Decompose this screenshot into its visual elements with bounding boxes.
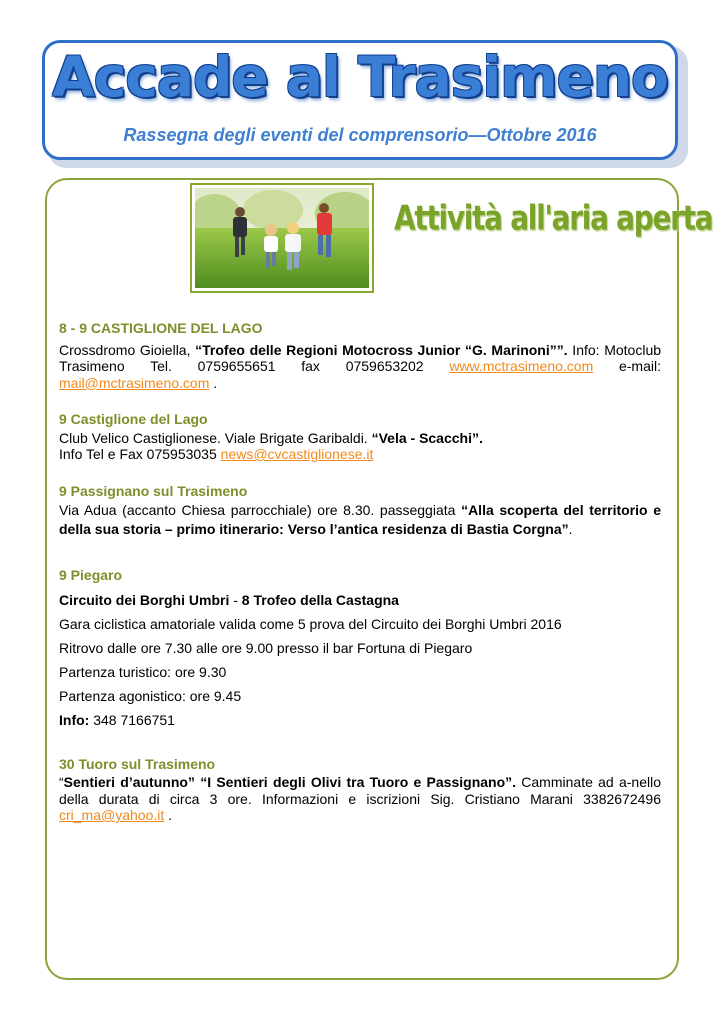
section-title: Attività all'aria aperta [394, 198, 713, 239]
page-subtitle: Rassegna degli eventi del comprensorio—Ottobre 2016 [123, 125, 597, 145]
website-link[interactable]: www.mctrasimeno.com [449, 358, 594, 374]
event-description: Crossdromo Gioiella, “Trofeo delle Regioni Motocross Junior “G. Marinoni””. Info: Motoclub Trasimeno Tel. 0759655651 fax 0759653202 www.mctrasimeno.com e-mail: mail@mctrasimeno.com . [59, 341, 662, 391]
event-line: Gara ciclistica amatoriale valida come 5 prova del Circuito dei Borghi Umbri 2016 [59, 615, 562, 632]
event-line: Partenza agonistico: ore 9.45 [59, 687, 242, 704]
event-circuit: Circuito dei Borghi Umbri - 8 Trofeo della Castagna [59, 591, 399, 608]
event-date: 9 Passignano sul Trasimeno [59, 482, 248, 499]
event-date: 8 - 9 CASTIGLIONE DEL LAGO [59, 320, 263, 336]
header-banner [42, 40, 678, 160]
event-description: Via Adua (accanto Chiesa parrocchiale) ore 8.30. passeggiata “Alla scoperta del territorio e della sua storia – primo itinerario: Verso l’antica residenza di Bastia Corgna”. [59, 502, 661, 537]
event-item [59, 320, 661, 391]
event-line: Ritrovo dalle ore 7.30 alle ore 9.00 presso il bar Fortuna di Piegaro [59, 639, 473, 656]
email-link[interactable]: cri_ma@yahoo.it [59, 807, 165, 823]
page-title: Accade al Trasimeno [52, 45, 668, 109]
email-link[interactable]: news@cvcastiglionese.it [220, 446, 374, 462]
event-item [59, 756, 661, 824]
family-photo [190, 183, 374, 293]
event-item [59, 483, 661, 540]
event-description: “Sentieri d’autunno” “I Sentieri degli Olivi tra Tuoro e Passignano”. Camminate ad a-nello della durata di circa 3 ore. Informazioni e iscrizioni Sig. Cristiano Marani 3382672496 cri_ma@yahoo.it . [59, 774, 661, 823]
event-info: Info: 348 7166751 [59, 711, 175, 728]
event-line: Partenza turistico: ore 9.30 [59, 663, 227, 680]
event-description: Club Velico Castiglionese. Viale Brigate Garibaldi. “Vela - Scacchi”. Info Tel e Fax 075953035 news@cvcastiglionese.it [59, 429, 483, 462]
event-date: 9 Castiglione del Lago [59, 411, 208, 427]
event-item [59, 567, 661, 728]
event-item [59, 411, 661, 463]
event-date: 30 Tuoro sul Trasimeno [59, 755, 216, 772]
email-link[interactable]: mail@mctrasimeno.com [59, 374, 210, 391]
event-date: 9 Piegaro [59, 567, 123, 583]
events-list [59, 320, 661, 844]
